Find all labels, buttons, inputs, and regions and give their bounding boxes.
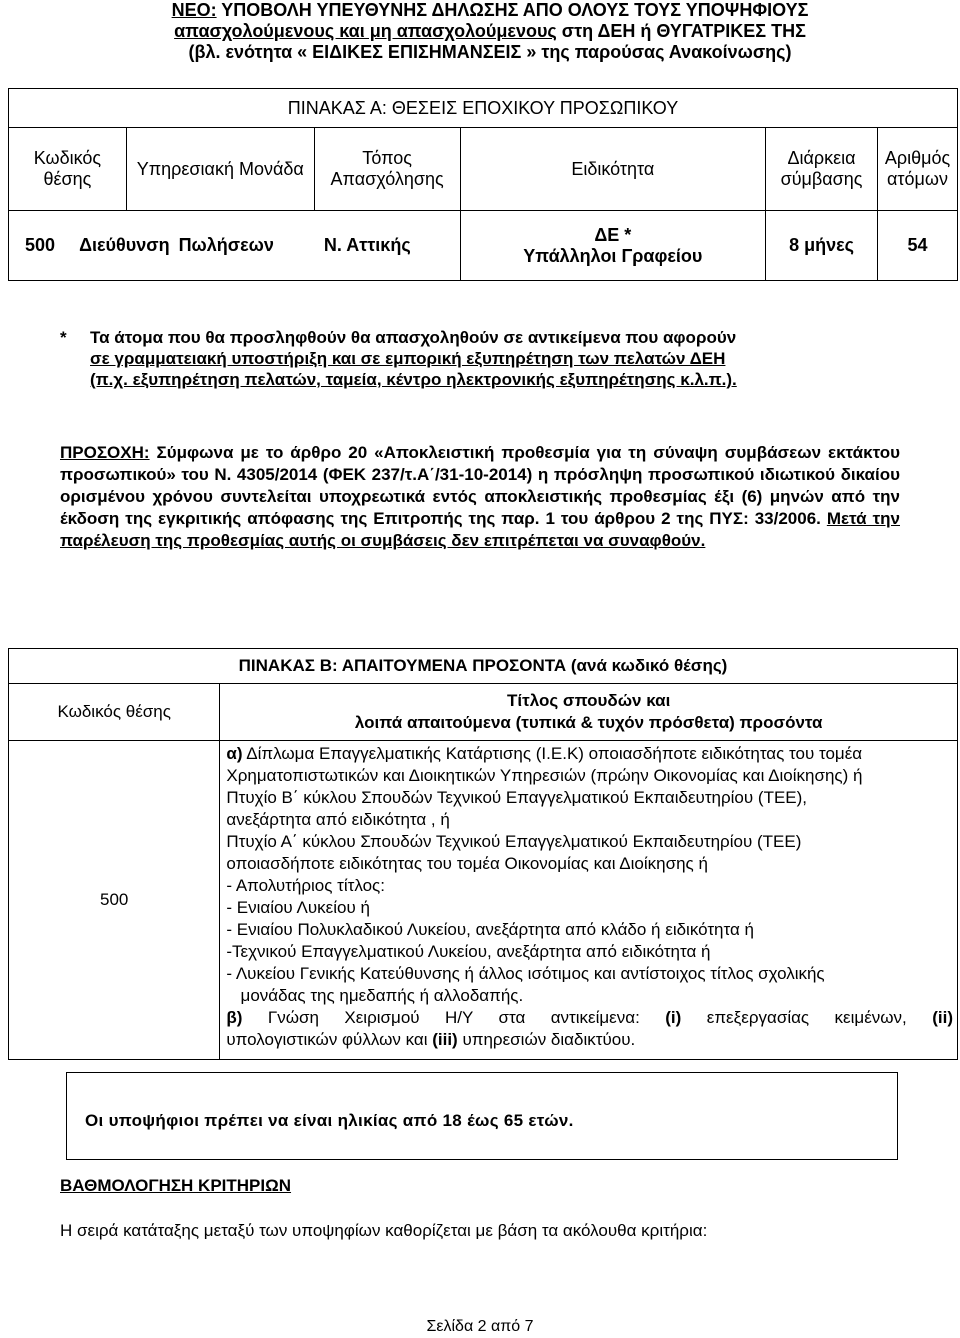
- footnote: [60, 327, 850, 390]
- qual-b-text1: Γνώση Χειρισμού Η/Υ στα αντικείμενα:: [242, 1008, 666, 1027]
- qual-a-line-0: Δίπλωμα Επαγγελματικής Κατάρτισης (Ι.Ε.Κ) οποιασδήποτε ειδικότητας του τομέα: [242, 744, 863, 763]
- header-duration-line2: σύμβασης: [780, 169, 863, 189]
- header-line-1: [60, 0, 920, 21]
- qual-b-ii: (ii): [932, 1008, 954, 1027]
- table-a-header-unit: Υπηρεσιακή Μονάδα: [126, 128, 314, 211]
- qual-a-line-2: Πτυχίο Β΄ κύκλου Σπουδών Τεχνικού Επαγγελματικού Εκπαιδευτηρίου (ΤΕΕ),: [226, 788, 808, 807]
- header-place-line2: Απασχόλησης: [330, 169, 444, 189]
- age-requirement-text: Οι υποψήφιοι πρέπει να είναι ηλικίας από 18 έως 65 ετών.: [85, 1111, 574, 1130]
- qual-b-label: β): [226, 1008, 243, 1027]
- attention-underlined: Μετά την παρέλευση της προθεσμίας αυτής οι συμβάσεις δεν επιτρέπεται να συναφθούν.: [60, 509, 900, 550]
- qual-a-line-1: Χρηματοπιστωτικών και Διοικητικών Υπηρεσιών (πρώην Οικονομίας και Διοίκησης) ή: [226, 766, 863, 785]
- footnote-star: *: [60, 328, 67, 347]
- page-number: Σελίδα 2 από 7: [426, 1318, 534, 1335]
- table-row: [9, 741, 958, 1060]
- table-a-row-count: 54: [878, 211, 958, 281]
- qual-a-line-3: ανεξάρτητα από ειδικότητα , ή: [226, 810, 450, 829]
- qual-a-line-6: - Απολυτήριος τίτλος:: [226, 876, 385, 895]
- header-count-line1: Αριθμός: [884, 148, 951, 168]
- table-a-header-duration: [766, 128, 878, 211]
- page-header: [60, 0, 920, 63]
- age-requirement-box: [66, 1072, 898, 1160]
- header-line-2: [60, 21, 920, 42]
- attention-text: Σύμφωνα με το άρθρο 20 «Αποκλειστική προθεσμία για τη σύναψη συμβάσεων εκτάκτου προσωπικού» του Ν. 4305/2014 (ΦΕΚ 237/τ.Α΄/31-10-2014) η πρόσληψη προσωπικού ιδιωτικού δικαίου ορισμένου χρόνου συντελείται υποχρεωτικά εντός αποκλειστικής προθεσμίας έξι (6) μηνών από την έκδοση της εγκριτικής απόφασης της Επιτροπής της παρ. 1 του άρθρου 2 της ΠΥΣ: 33/2006.: [60, 443, 900, 528]
- table-a-header-specialty: Ειδικότητα: [460, 128, 766, 211]
- table-b-header-code: Κωδικός θέσης: [9, 684, 220, 741]
- section-title: ΒΑΘΜΟΛΟΓΗΣΗ ΚΡΙΤΗΡΙΩΝ: [60, 1176, 292, 1195]
- qual-a-line: [226, 743, 953, 765]
- qual-a-label: α): [226, 744, 243, 763]
- footnote-line-1: Τα άτομα που θα προσληφθούν θα απασχοληθούν σε αντικείμενα που αφορούν: [90, 328, 737, 347]
- header-count-line2: ατόμων: [887, 169, 948, 189]
- table-b-title: ΠΙΝΑΚΑΣ Β: ΑΠΑΙΤΟΥΜΕΝΑ ΠΡΟΣΟΝΤΑ (ανά κωδικό θέσης): [9, 649, 958, 684]
- qual-b-text3: υπολογιστικών φύλλων και: [226, 1030, 433, 1049]
- table-b-qualifications: [220, 741, 958, 1060]
- footnote-line-2: σε γραμματειακή υποστήριξη και σε εμπορική εξυπηρέτηση των πελατών ΔΕΗ: [90, 349, 726, 368]
- table-a-row-specialty: [460, 211, 766, 281]
- qual-a-line-11: μονάδας της ημεδαπής ή αλλοδαπής.: [226, 986, 524, 1005]
- table-a: [8, 88, 958, 281]
- header-line1-text: ΥΠΟΒΟΛΗ ΥΠΕΥΘΥΝΗΣ ΔΗΛΩΣΗΣ ΑΠΟ ΟΛΟΥΣ ΤΟΥΣ ΥΠΟΨΗΦΙΟΥΣ: [216, 0, 809, 20]
- table-a-row-left: [9, 211, 461, 281]
- table-a-header-place: [314, 128, 460, 211]
- row-code: 500: [25, 235, 56, 255]
- attention-paragraph: [60, 442, 900, 552]
- row-unit: Διεύθυνση Πωλήσεων: [79, 235, 274, 255]
- qual-b-iii: (iii): [432, 1030, 458, 1049]
- qual-b-text2: επεξεργασίας κειμένων,: [681, 1008, 933, 1027]
- qual-header-line2: λοιπά απαιτούμενα (τυπικά & τυχόν πρόσθετα) προσόντα: [354, 713, 823, 732]
- qual-b-line-2: [226, 1029, 953, 1051]
- table-b-header-qualifications: [220, 684, 958, 741]
- footnote-line-3: (π.χ. εξυπηρέτηση πελατών, ταμεία, κέντρο ηλεκτρονικής εξυπηρέτησης κ.λ.π.).: [90, 370, 737, 389]
- row-specialty-line1: ΔΕ *: [594, 224, 632, 245]
- qual-b-i: (i): [665, 1008, 682, 1027]
- header-line2-underlined: απασχολούμενους και μη απασχολούμενους: [174, 21, 557, 41]
- header-place-line1: Τόπος: [362, 148, 412, 168]
- table-b-code: 500: [9, 741, 220, 1060]
- header-line2-rest: στη ΔΕΗ ή ΘΥΓΑΤΡΙΚΕΣ ΤΗΣ: [556, 21, 806, 41]
- qual-a-line-4: Πτυχίο Α΄ κύκλου Σπουδών Τεχνικού Επαγγελματικού Εκπαιδευτηρίου (ΤΕΕ): [226, 832, 802, 851]
- qual-a-line-7: - Ενιαίου Λυκείου ή: [226, 898, 370, 917]
- header-duration-line1: Διάρκεια: [787, 148, 856, 168]
- qual-a-line-10: - Λυκείου Γενικής Κατεύθυνσης ή άλλος ισότιμος και αντίστοιχος τίτλος σχολικής: [226, 964, 825, 983]
- qual-header-line1: Τίτλος σπουδών και: [507, 691, 671, 710]
- header-line-3: (βλ. ενότητα « ΕΙΔΙΚΕΣ ΕΠΙΣΗΜΑΝΣΕΙΣ » της παρούσας Ανακοίνωσης): [188, 42, 792, 62]
- header-code-line2: θέσης: [43, 169, 92, 189]
- header-prefix: ΝΕΟ:: [171, 0, 217, 20]
- row-place: Ν. Αττικής: [323, 235, 411, 255]
- table-b: [8, 648, 958, 1060]
- qual-a-line-8: - Ενιαίου Πολυκλαδικού Λυκείου, ανεξάρτητα από κλάδο ή ειδικότητα ή: [226, 920, 754, 939]
- row-specialty-line2: Υπάλληλοι Γραφείου: [523, 245, 703, 266]
- qual-a-line-5: οποιασδήποτε ειδικότητας του τομέα Οικονομίας και Διοίκησης ή: [226, 854, 708, 873]
- criteria-text: Η σειρά κατάταξης μεταξύ των υποψηφίων καθορίζεται με βάση τα ακόλουθα κριτήρια:: [60, 1221, 708, 1240]
- table-a-header-count: [878, 128, 958, 211]
- table-a-header-code: [9, 128, 127, 211]
- qual-a-line-9: -Τεχνικού Επαγγελματικού Λυκείου, ανεξάρτητα από ειδικότητα ή: [226, 942, 711, 961]
- table-a-title: ΠΙΝΑΚΑΣ Α: ΘΕΣΕΙΣ ΕΠΟΧΙΚΟΥ ΠΡΟΣΩΠΙΚΟΥ: [9, 89, 958, 128]
- qual-b-line-1: [226, 1007, 953, 1029]
- attention-label: ΠΡΟΣΟΧΗ:: [60, 443, 150, 462]
- table-row: [9, 211, 958, 281]
- qual-b-text4: υπηρεσιών διαδικτύου.: [457, 1030, 636, 1049]
- table-a-row-duration: 8 μήνες: [766, 211, 878, 281]
- header-code-line1: Κωδικός: [33, 148, 102, 168]
